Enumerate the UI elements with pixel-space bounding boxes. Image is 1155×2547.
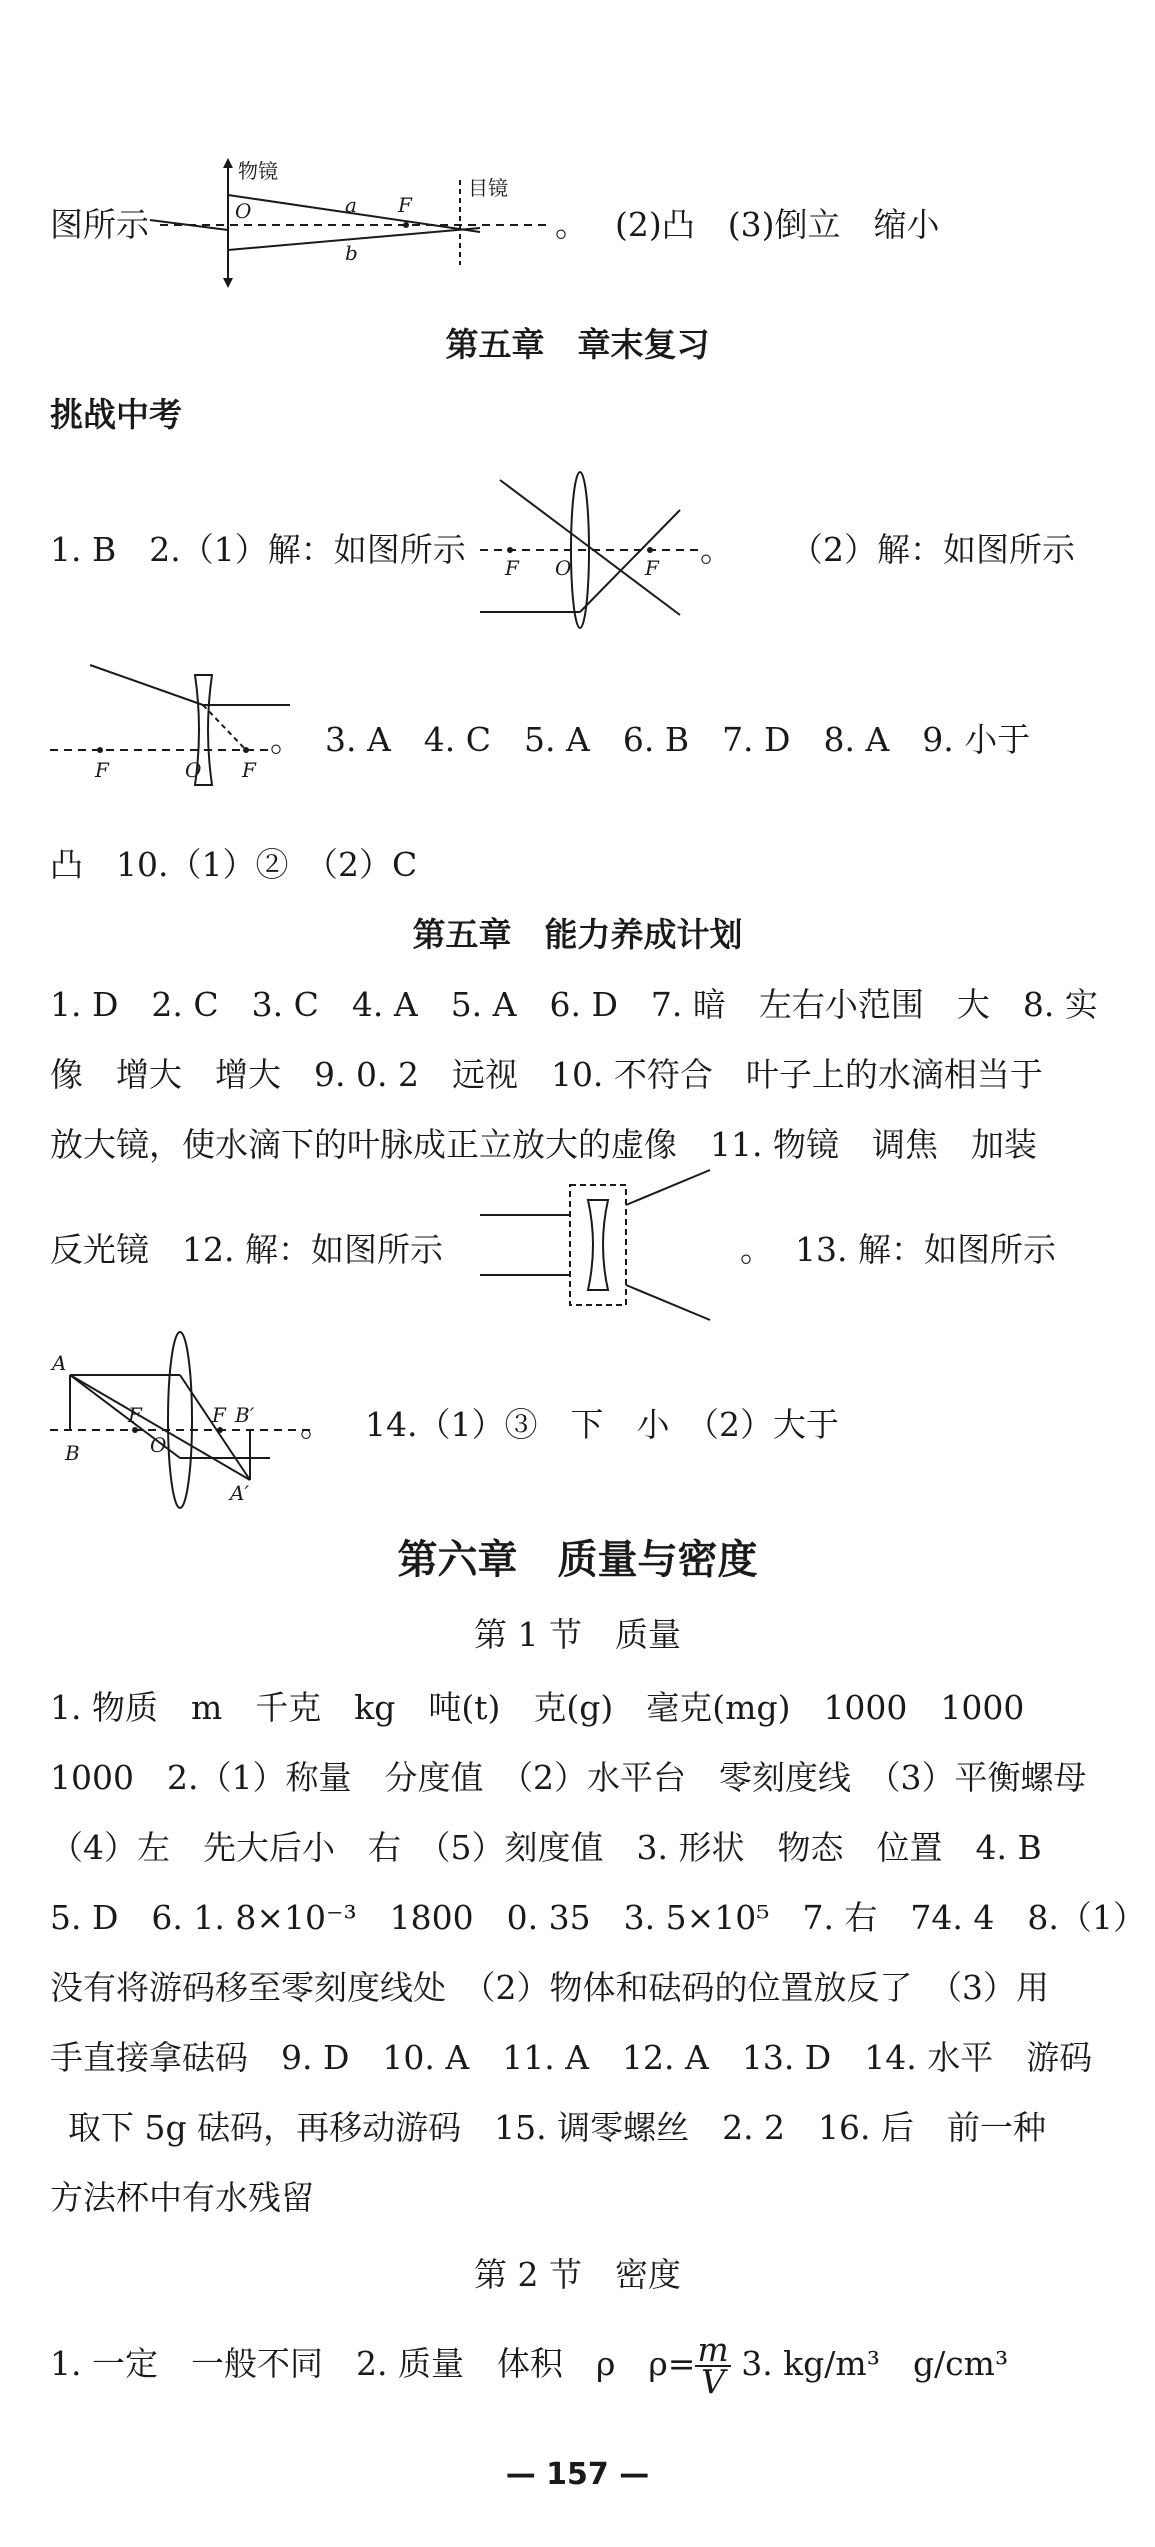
text-line: 13. 解：如图所示	[795, 1230, 1056, 1269]
text-period: 。	[300, 1405, 333, 1444]
text-period: 。	[270, 720, 303, 759]
text-segment: 1. 一定 一般不同 2. 质量 体积 ρ ρ=	[50, 2344, 696, 2383]
convex-lens-diagram	[470, 470, 710, 630]
fraction-m-over-v	[695, 2330, 730, 2401]
text-line: (2)凸 (3)倒立 缩小	[615, 205, 940, 244]
text-line: （2）解：如图所示	[790, 530, 1075, 569]
diagram-label-F: F	[212, 1403, 226, 1427]
microscope-diagram	[150, 150, 570, 290]
diagram-label-F: F	[398, 193, 412, 217]
text-line	[50, 2330, 1009, 2401]
lens-box-diagram	[480, 1165, 720, 1325]
text-line: 没有将游码移至零刻度线处 （2）物体和砝码的位置放反了 （3）用	[50, 1968, 1049, 2007]
text-line: 图所示	[50, 205, 149, 244]
diagram-label-F: F	[242, 758, 256, 782]
diagram-label-F: F	[128, 1403, 142, 1427]
diagram-label-B-prime: B′	[235, 1403, 255, 1427]
diagram-label-A-prime: A′	[230, 1481, 249, 1505]
diagram-label-a: a	[345, 193, 357, 217]
text-line: 反光镜 12. 解：如图所示	[50, 1230, 443, 1269]
diagram-label-F: F	[505, 556, 519, 580]
diagram-label-O: O	[235, 199, 252, 223]
fraction-numerator: m	[697, 2330, 729, 2369]
text-period: 。	[740, 1230, 773, 1269]
diagram-label-b: b	[345, 241, 358, 265]
text-line: 1. 物质 m 千克 kg 吨(t) 克(g) 毫克(mg) 1000 1000	[50, 1688, 1025, 1727]
text-line: 5. D 6. 1. 8×10⁻³ 1800 0. 35 3. 5×10⁵ 7. 右 74. 4 8.（1）	[50, 1898, 1146, 1937]
text-line: 14.（1）③ 下 小 （2）大于	[365, 1405, 839, 1444]
chapter-heading: 第六章 质量与密度	[397, 1537, 758, 1583]
text-period: 。	[700, 530, 733, 569]
page-number: — 157 —	[505, 2457, 650, 2492]
text-line: 方法杯中有水残留	[50, 2178, 314, 2217]
text-line: 凸 10.（1）② （2）C	[50, 845, 418, 884]
text-line: 放大镜，使水滴下的叶脉成正立放大的虚像 11. 物镜 调焦 加装	[50, 1125, 1037, 1164]
diagram-label-objective: 物镜	[238, 159, 278, 183]
text-line: 3. A 4. C 5. A 6. B 7. D 8. A 9. 小于	[325, 720, 1031, 759]
text-period: 。	[555, 205, 588, 244]
text-segment: 3. kg/m³ g/cm³	[741, 2344, 1009, 2383]
concave-lens-diagram	[50, 655, 290, 795]
diagram-label-F: F	[645, 556, 659, 580]
diagram-label-O: O	[150, 1433, 167, 1457]
text-line: 像 增大 增大 9. 0. 2 远视 10. 不符合 叶子上的水滴相当于	[50, 1055, 1043, 1094]
text-line: 1. D 2. C 3. C 4. A 5. A 6. D 7. 暗 左右小范围 大 8. 实	[50, 985, 1098, 1024]
section-heading: 第五章 能力养成计划	[412, 915, 743, 954]
section-heading: 第 2 节 密度	[474, 2255, 681, 2294]
diagram-label-O: O	[555, 556, 572, 580]
diagram-label-O: O	[185, 758, 202, 782]
fraction-denominator: V	[701, 2362, 725, 2401]
section-heading: 第 1 节 质量	[474, 1615, 681, 1654]
text-line: 1. B 2.（1）解：如图所示	[50, 530, 466, 569]
image-formation-diagram	[50, 1330, 340, 1510]
text-line: 手直接拿砝码 9. D 10. A 11. A 12. A 13. D 14. 水平 游码	[50, 2038, 1093, 2077]
subsection-heading: 挑战中考	[50, 395, 182, 434]
diagram-label-F: F	[95, 758, 109, 782]
diagram-label-B: B	[65, 1441, 80, 1465]
diagram-label-eyepiece: 目镜	[468, 176, 508, 200]
diagram-label-A: A	[52, 1351, 67, 1375]
text-line: 1000 2.（1）称量 分度值 （2）水平台 零刻度线 （3）平衡螺母	[50, 1758, 1087, 1797]
text-line: （4）左 先大后小 右 （5）刻度值 3. 形状 物态 位置 4. B	[50, 1828, 1042, 1867]
text-line: 取下 5g 砝码，再移动游码 15. 调零螺丝 2. 2 16. 后 前一种	[68, 2108, 1047, 2147]
section-heading: 第五章 章末复习	[445, 325, 710, 364]
